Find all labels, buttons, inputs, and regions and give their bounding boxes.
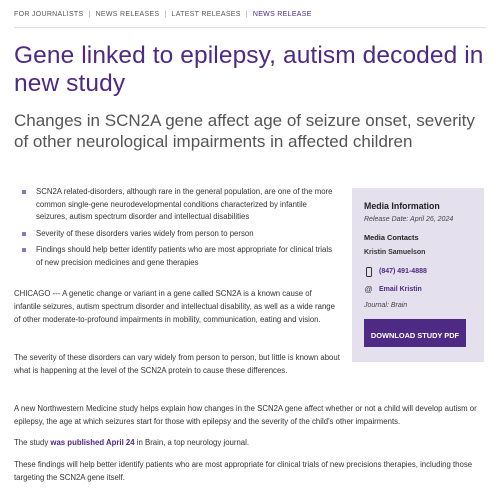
media-information-panel (352, 188, 484, 362)
bullet-square-icon (22, 190, 26, 194)
email-link[interactable]: Email Kristin (379, 286, 422, 293)
media-contacts-heading: Media Contacts (364, 233, 419, 242)
journal-name: Journal: Brain (364, 302, 408, 309)
bullet-square-icon (22, 248, 26, 252)
study-published-link[interactable]: was published April 24 (50, 438, 135, 447)
list-item-text: Findings should help better identify patients who are most appropriate for clinical trials of new precision medicines and gene therapies (36, 245, 333, 267)
page-title: Gene linked to epilepsy, autism decoded in new study (14, 42, 484, 97)
contact-name: Kristin Samuelson (364, 249, 426, 256)
breadcrumb-divider (14, 27, 486, 28)
list-item-text: Severity of these disorders varies widely from person to person (36, 228, 254, 238)
phone-row (364, 266, 472, 277)
breadcrumb-separator: | (245, 11, 248, 18)
body-paragraph-3: A new Northwestern Medicine study helps explain how changes in the SCN2A gene affect whether or not a child will develop autism or epilepsy, the age at which seizures start for those with epilepsy and the severity of the child's other impairments. (14, 404, 477, 426)
breadcrumb-current: NEWS RELEASE (252, 11, 312, 18)
body-paragraph-4 (14, 437, 488, 450)
phone-icon (364, 266, 373, 277)
list-item (22, 228, 340, 241)
highlights-list (22, 186, 340, 273)
breadcrumb-separator: | (88, 11, 91, 18)
release-date: Release Date: April 26, 2024 (364, 216, 454, 223)
phone-link[interactable]: (847) 491-4888 (379, 268, 427, 275)
list-item (22, 186, 340, 224)
download-study-pdf-button[interactable]: DOWNLOAD STUDY PDF (364, 319, 466, 347)
email-row (364, 284, 472, 295)
page-subtitle: Changes in SCN2A gene affect age of seizure onset, severity of other neurological impairments in affected children (14, 111, 475, 151)
breadcrumb-for-journalists[interactable]: FOR JOURNALISTS (14, 11, 84, 18)
list-item-text: SCN2A related-disorders, although rare in the general population, are one of the more common single-gene neurodevelopmental conditions characterized by infantile seizures, autism spectrum disorder and intellectual disabilities (36, 187, 333, 221)
body-paragraph-5: These findings will help better identify patients who are most appropriate for clinical trials of new precisions therapies, including those targeting the SCN2A gene itself. (14, 460, 473, 482)
media-info-title: Media Information (364, 201, 440, 211)
breadcrumb-separator: | (164, 11, 167, 18)
at-sign-icon: @ (364, 285, 373, 294)
breadcrumb (14, 11, 312, 18)
breadcrumb-news-releases[interactable]: NEWS RELEASES (95, 11, 160, 18)
paragraph-text: in Brain, a top neurology journal. (134, 438, 250, 447)
body-paragraph-2: The severity of these disorders can vary widely from person to person, but little is known about what is happening at the level of the SCN2A protein to cause these differences. (14, 353, 340, 375)
bullet-square-icon (22, 232, 26, 236)
paragraph-text: The study (14, 438, 51, 447)
breadcrumb-latest-releases[interactable]: LATEST RELEASES (171, 11, 241, 18)
list-item (22, 244, 340, 269)
body-paragraph-1: CHICAGO --- A genetic change or variant in a gene called SCN2A is a known cause of infantile seizures, autism spectrum disorder and intellectual disability, as well as a wide range of other moderate-to-profound impairments in mobility, communication, eating and vision. (14, 289, 335, 324)
